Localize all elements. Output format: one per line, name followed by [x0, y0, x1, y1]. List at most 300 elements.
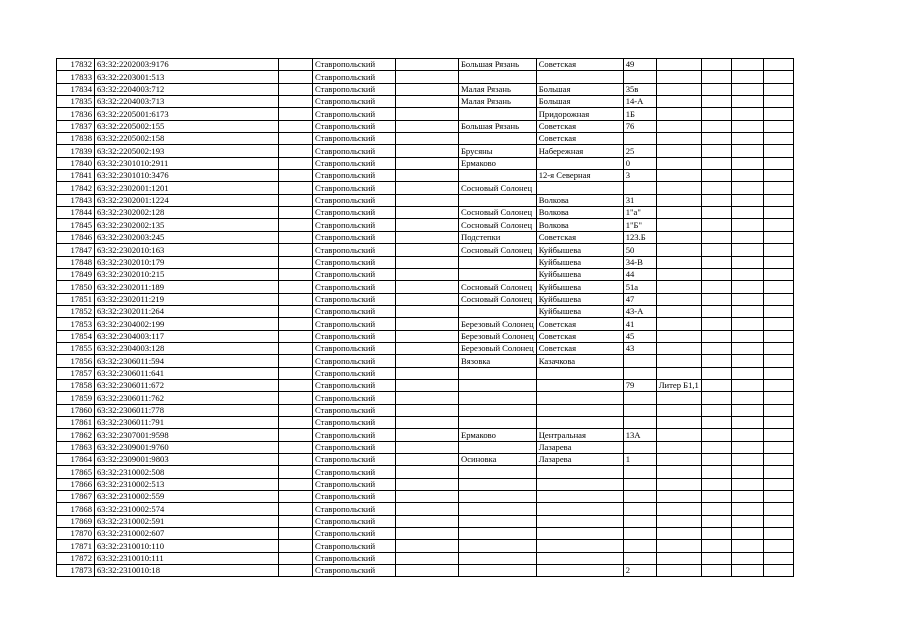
extra-col-cell	[731, 355, 763, 367]
extra-col-cell	[701, 268, 731, 280]
extra-col-cell	[731, 157, 763, 169]
extra-col-cell	[763, 133, 793, 145]
district-cell: Ставропольский	[313, 429, 396, 441]
district-cell: Ставропольский	[313, 71, 396, 83]
row-number-cell: 17850	[57, 281, 95, 293]
blank-col-cell	[396, 281, 459, 293]
house-number-cell	[623, 367, 656, 379]
table-row	[57, 515, 794, 527]
district-cell: Ставропольский	[313, 478, 396, 490]
row-number-cell: 17846	[57, 231, 95, 243]
row-number-cell: 17872	[57, 552, 95, 564]
row-number-cell: 17844	[57, 207, 95, 219]
settlement-cell	[459, 565, 537, 577]
street-cell: Куйбышева	[536, 281, 623, 293]
row-number-cell: 17832	[57, 59, 95, 71]
cadastral-table	[56, 58, 794, 577]
extra-col-cell	[731, 170, 763, 182]
blank-col-cell	[279, 367, 313, 379]
row-number-cell: 17835	[57, 96, 95, 108]
house-number-cell: 31	[623, 194, 656, 206]
extra-col-cell	[763, 466, 793, 478]
blank-col-cell	[396, 330, 459, 342]
blank-col-cell	[396, 342, 459, 354]
row-number-cell: 17858	[57, 379, 95, 391]
settlement-cell	[459, 392, 537, 404]
table-row	[57, 120, 794, 132]
settlement-cell	[459, 491, 537, 503]
street-cell	[536, 540, 623, 552]
blank-col-cell	[396, 466, 459, 478]
extra-col-cell	[701, 355, 731, 367]
building-cell	[656, 515, 701, 527]
district-cell: Ставропольский	[313, 281, 396, 293]
extra-col-cell	[701, 416, 731, 428]
house-number-cell	[623, 133, 656, 145]
blank-col-cell	[396, 441, 459, 453]
blank-col-cell	[396, 133, 459, 145]
row-number-cell: 17833	[57, 71, 95, 83]
blank-col-cell	[279, 540, 313, 552]
extra-col-cell	[701, 96, 731, 108]
district-cell: Ставропольский	[313, 367, 396, 379]
row-number-cell: 17836	[57, 108, 95, 120]
settlement-cell: Сосновый Солонец	[459, 293, 537, 305]
settlement-cell	[459, 552, 537, 564]
building-cell	[656, 466, 701, 478]
settlement-cell: Вязовка	[459, 355, 537, 367]
blank-col-cell	[396, 355, 459, 367]
row-number-cell: 17840	[57, 157, 95, 169]
cadastral-number-cell: 63:32:2204003:713	[95, 96, 279, 108]
extra-col-cell	[763, 503, 793, 515]
settlement-cell	[459, 268, 537, 280]
extra-col-cell	[731, 503, 763, 515]
extra-col-cell	[731, 330, 763, 342]
table-row	[57, 355, 794, 367]
district-cell: Ставропольский	[313, 491, 396, 503]
row-number-cell: 17842	[57, 182, 95, 194]
extra-col-cell	[763, 367, 793, 379]
blank-col-cell	[396, 256, 459, 268]
settlement-cell: Сосновый Солонец	[459, 244, 537, 256]
extra-col-cell	[731, 367, 763, 379]
district-cell: Ставропольский	[313, 120, 396, 132]
extra-col-cell	[731, 441, 763, 453]
blank-col-cell	[396, 71, 459, 83]
extra-col-cell	[763, 478, 793, 490]
house-number-cell: 3	[623, 170, 656, 182]
extra-col-cell	[731, 379, 763, 391]
extra-col-cell	[701, 429, 731, 441]
extra-col-cell	[701, 170, 731, 182]
row-number-cell: 17873	[57, 565, 95, 577]
house-number-cell: 1Б	[623, 108, 656, 120]
building-cell	[656, 528, 701, 540]
blank-col-cell	[279, 429, 313, 441]
blank-col-cell	[396, 454, 459, 466]
cadastral-number-cell: 63:32:2304003:117	[95, 330, 279, 342]
blank-col-cell	[279, 108, 313, 120]
cadastral-number-cell: 63:32:2204003:712	[95, 83, 279, 95]
extra-col-cell	[763, 71, 793, 83]
table-row	[57, 454, 794, 466]
district-cell: Ставропольский	[313, 355, 396, 367]
blank-col-cell	[279, 552, 313, 564]
district-cell: Ставропольский	[313, 108, 396, 120]
building-cell	[656, 182, 701, 194]
district-cell: Ставропольский	[313, 182, 396, 194]
table-row	[57, 83, 794, 95]
extra-col-cell	[701, 83, 731, 95]
extra-col-cell	[731, 231, 763, 243]
district-cell: Ставропольский	[313, 552, 396, 564]
settlement-cell	[459, 404, 537, 416]
table-row	[57, 268, 794, 280]
settlement-cell	[459, 170, 537, 182]
street-cell	[536, 71, 623, 83]
settlement-cell	[459, 478, 537, 490]
extra-col-cell	[731, 478, 763, 490]
house-number-cell: 76	[623, 120, 656, 132]
table-row	[57, 330, 794, 342]
blank-col-cell	[279, 120, 313, 132]
extra-col-cell	[701, 540, 731, 552]
table-row	[57, 305, 794, 317]
building-cell	[656, 552, 701, 564]
extra-col-cell	[701, 145, 731, 157]
blank-col-cell	[279, 194, 313, 206]
settlement-cell	[459, 528, 537, 540]
settlement-cell	[459, 194, 537, 206]
blank-col-cell	[396, 429, 459, 441]
extra-col-cell	[701, 305, 731, 317]
building-cell	[656, 293, 701, 305]
house-number-cell: 35в	[623, 83, 656, 95]
blank-col-cell	[279, 219, 313, 231]
house-number-cell: 34-В	[623, 256, 656, 268]
extra-col-cell	[763, 416, 793, 428]
cadastral-number-cell: 63:32:2310002:591	[95, 515, 279, 527]
district-cell: Ставропольский	[313, 83, 396, 95]
street-cell: Куйбышева	[536, 244, 623, 256]
street-cell	[536, 392, 623, 404]
extra-col-cell	[763, 565, 793, 577]
settlement-cell	[459, 305, 537, 317]
extra-col-cell	[701, 59, 731, 71]
blank-col-cell	[279, 182, 313, 194]
district-cell: Ставропольский	[313, 318, 396, 330]
cadastral-number-cell: 63:32:2301010:2911	[95, 157, 279, 169]
district-cell: Ставропольский	[313, 244, 396, 256]
building-cell	[656, 207, 701, 219]
cadastral-number-cell: 63:32:2310002:559	[95, 491, 279, 503]
extra-col-cell	[763, 491, 793, 503]
blank-col-cell	[396, 478, 459, 490]
cadastral-number-cell: 63:32:2205001:6173	[95, 108, 279, 120]
district-cell: Ставропольский	[313, 379, 396, 391]
extra-col-cell	[731, 219, 763, 231]
street-cell: Лазарева	[536, 454, 623, 466]
extra-col-cell	[701, 330, 731, 342]
cadastral-number-cell: 63:32:2306011:791	[95, 416, 279, 428]
building-cell	[656, 120, 701, 132]
extra-col-cell	[731, 182, 763, 194]
house-number-cell	[623, 182, 656, 194]
house-number-cell: 49	[623, 59, 656, 71]
blank-col-cell	[279, 528, 313, 540]
building-cell	[656, 281, 701, 293]
district-cell: Ставропольский	[313, 219, 396, 231]
district-cell: Ставропольский	[313, 392, 396, 404]
building-cell	[656, 454, 701, 466]
blank-col-cell	[279, 342, 313, 354]
street-cell: Советская	[536, 342, 623, 354]
settlement-cell	[459, 503, 537, 515]
table-row	[57, 170, 794, 182]
blank-col-cell	[279, 71, 313, 83]
district-cell: Ставропольский	[313, 404, 396, 416]
house-number-cell: 1"а"	[623, 207, 656, 219]
extra-col-cell	[701, 182, 731, 194]
district-cell: Ставропольский	[313, 503, 396, 515]
extra-col-cell	[701, 528, 731, 540]
extra-col-cell	[763, 120, 793, 132]
blank-col-cell	[279, 318, 313, 330]
extra-col-cell	[701, 503, 731, 515]
extra-col-cell	[701, 565, 731, 577]
house-number-cell	[623, 503, 656, 515]
house-number-cell: 79	[623, 379, 656, 391]
blank-col-cell	[279, 281, 313, 293]
street-cell: Большая	[536, 96, 623, 108]
extra-col-cell	[701, 491, 731, 503]
extra-col-cell	[731, 491, 763, 503]
row-number-cell: 17862	[57, 429, 95, 441]
cadastral-number-cell: 63:32:2306011:778	[95, 404, 279, 416]
extra-col-cell	[731, 207, 763, 219]
house-number-cell	[623, 355, 656, 367]
table-row	[57, 256, 794, 268]
cadastral-number-cell: 63:32:2302010:179	[95, 256, 279, 268]
building-cell	[656, 194, 701, 206]
extra-col-cell	[763, 256, 793, 268]
row-number-cell: 17867	[57, 491, 95, 503]
house-number-cell: 43	[623, 342, 656, 354]
settlement-cell	[459, 379, 537, 391]
settlement-cell	[459, 515, 537, 527]
extra-col-cell	[701, 478, 731, 490]
building-cell: Литер Б1,1	[656, 379, 701, 391]
cadastral-number-cell: 63:32:2310010:18	[95, 565, 279, 577]
house-number-cell	[623, 466, 656, 478]
district-cell: Ставропольский	[313, 268, 396, 280]
district-cell: Ставропольский	[313, 454, 396, 466]
blank-col-cell	[279, 330, 313, 342]
row-number-cell: 17863	[57, 441, 95, 453]
blank-col-cell	[396, 318, 459, 330]
extra-col-cell	[701, 367, 731, 379]
building-cell	[656, 478, 701, 490]
building-cell	[656, 416, 701, 428]
building-cell	[656, 491, 701, 503]
row-number-cell: 17870	[57, 528, 95, 540]
blank-col-cell	[396, 244, 459, 256]
row-number-cell: 17838	[57, 133, 95, 145]
house-number-cell: 41	[623, 318, 656, 330]
street-cell: Лазарева	[536, 441, 623, 453]
street-cell: Большая	[536, 83, 623, 95]
building-cell	[656, 330, 701, 342]
street-cell: 12-я Северная	[536, 170, 623, 182]
table-row	[57, 108, 794, 120]
building-cell	[656, 503, 701, 515]
table-row	[57, 231, 794, 243]
blank-col-cell	[279, 293, 313, 305]
building-cell	[656, 96, 701, 108]
street-cell	[536, 565, 623, 577]
row-number-cell: 17869	[57, 515, 95, 527]
building-cell	[656, 355, 701, 367]
extra-col-cell	[731, 392, 763, 404]
blank-col-cell	[396, 59, 459, 71]
cadastral-number-cell: 63:32:2310002:574	[95, 503, 279, 515]
extra-col-cell	[701, 318, 731, 330]
settlement-cell: Брусяны	[459, 145, 537, 157]
table-row	[57, 392, 794, 404]
cadastral-number-cell: 63:32:2304003:128	[95, 342, 279, 354]
street-cell: Набережная	[536, 145, 623, 157]
extra-col-cell	[731, 565, 763, 577]
blank-col-cell	[279, 207, 313, 219]
extra-col-cell	[763, 170, 793, 182]
building-cell	[656, 133, 701, 145]
extra-col-cell	[701, 466, 731, 478]
extra-col-cell	[731, 429, 763, 441]
settlement-cell: Осиновка	[459, 454, 537, 466]
settlement-cell: Подстепки	[459, 231, 537, 243]
extra-col-cell	[763, 219, 793, 231]
settlement-cell	[459, 256, 537, 268]
cadastral-number-cell: 63:32:2309001:9803	[95, 454, 279, 466]
house-number-cell	[623, 540, 656, 552]
cadastral-number-cell: 63:32:2302003:245	[95, 231, 279, 243]
row-number-cell: 17848	[57, 256, 95, 268]
cadastral-number-cell: 63:32:2302001:1201	[95, 182, 279, 194]
blank-col-cell	[279, 454, 313, 466]
blank-col-cell	[279, 503, 313, 515]
building-cell	[656, 231, 701, 243]
settlement-cell: Сосновый Солонец	[459, 182, 537, 194]
settlement-cell	[459, 71, 537, 83]
settlement-cell: Ермаково	[459, 429, 537, 441]
blank-col-cell	[279, 256, 313, 268]
settlement-cell: Сосновый Солонец	[459, 281, 537, 293]
extra-col-cell	[731, 96, 763, 108]
extra-col-cell	[731, 305, 763, 317]
house-number-cell: 51а	[623, 281, 656, 293]
extra-col-cell	[731, 71, 763, 83]
cadastral-number-cell: 63:32:2306011:672	[95, 379, 279, 391]
district-cell: Ставропольский	[313, 441, 396, 453]
street-cell: Центральная	[536, 429, 623, 441]
district-cell: Ставропольский	[313, 145, 396, 157]
row-number-cell: 17866	[57, 478, 95, 490]
extra-col-cell	[763, 207, 793, 219]
row-number-cell: 17841	[57, 170, 95, 182]
district-cell: Ставропольский	[313, 515, 396, 527]
row-number-cell: 17852	[57, 305, 95, 317]
extra-col-cell	[701, 244, 731, 256]
extra-col-cell	[731, 133, 763, 145]
table-row	[57, 379, 794, 391]
blank-col-cell	[279, 379, 313, 391]
cadastral-number-cell: 63:32:2203001:513	[95, 71, 279, 83]
cadastral-number-cell: 63:32:2306011:594	[95, 355, 279, 367]
house-number-cell: 2	[623, 565, 656, 577]
settlement-cell: Березовый Солонец	[459, 330, 537, 342]
extra-col-cell	[731, 528, 763, 540]
extra-col-cell	[763, 244, 793, 256]
blank-col-cell	[279, 244, 313, 256]
extra-col-cell	[731, 268, 763, 280]
cadastral-number-cell: 63:32:2310010:111	[95, 552, 279, 564]
extra-col-cell	[763, 318, 793, 330]
row-number-cell: 17849	[57, 268, 95, 280]
street-cell: Куйбышева	[536, 293, 623, 305]
extra-col-cell	[731, 59, 763, 71]
house-number-cell: 1	[623, 454, 656, 466]
blank-col-cell	[279, 96, 313, 108]
house-number-cell	[623, 441, 656, 453]
cadastral-number-cell: 63:32:2302001:1224	[95, 194, 279, 206]
district-cell: Ставропольский	[313, 528, 396, 540]
extra-col-cell	[763, 268, 793, 280]
settlement-cell	[459, 416, 537, 428]
table-row	[57, 367, 794, 379]
extra-col-cell	[763, 392, 793, 404]
street-cell: Волкова	[536, 219, 623, 231]
street-cell	[536, 367, 623, 379]
settlement-cell: Большая Рязань	[459, 59, 537, 71]
extra-col-cell	[701, 404, 731, 416]
extra-col-cell	[731, 552, 763, 564]
blank-col-cell	[396, 515, 459, 527]
row-number-cell: 17851	[57, 293, 95, 305]
extra-col-cell	[731, 540, 763, 552]
street-cell: Куйбышева	[536, 268, 623, 280]
street-cell	[536, 491, 623, 503]
table-row	[57, 318, 794, 330]
district-cell: Ставропольский	[313, 170, 396, 182]
settlement-cell: Ермаково	[459, 157, 537, 169]
row-number-cell: 17871	[57, 540, 95, 552]
district-cell: Ставропольский	[313, 342, 396, 354]
house-number-cell	[623, 515, 656, 527]
building-cell	[656, 83, 701, 95]
blank-col-cell	[396, 170, 459, 182]
extra-col-cell	[731, 466, 763, 478]
house-number-cell: 47	[623, 293, 656, 305]
house-number-cell: 1"Б"	[623, 219, 656, 231]
extra-col-cell	[701, 379, 731, 391]
building-cell	[656, 404, 701, 416]
extra-col-cell	[763, 145, 793, 157]
building-cell	[656, 244, 701, 256]
row-number-cell: 17868	[57, 503, 95, 515]
house-number-cell	[623, 392, 656, 404]
district-cell: Ставропольский	[313, 157, 396, 169]
